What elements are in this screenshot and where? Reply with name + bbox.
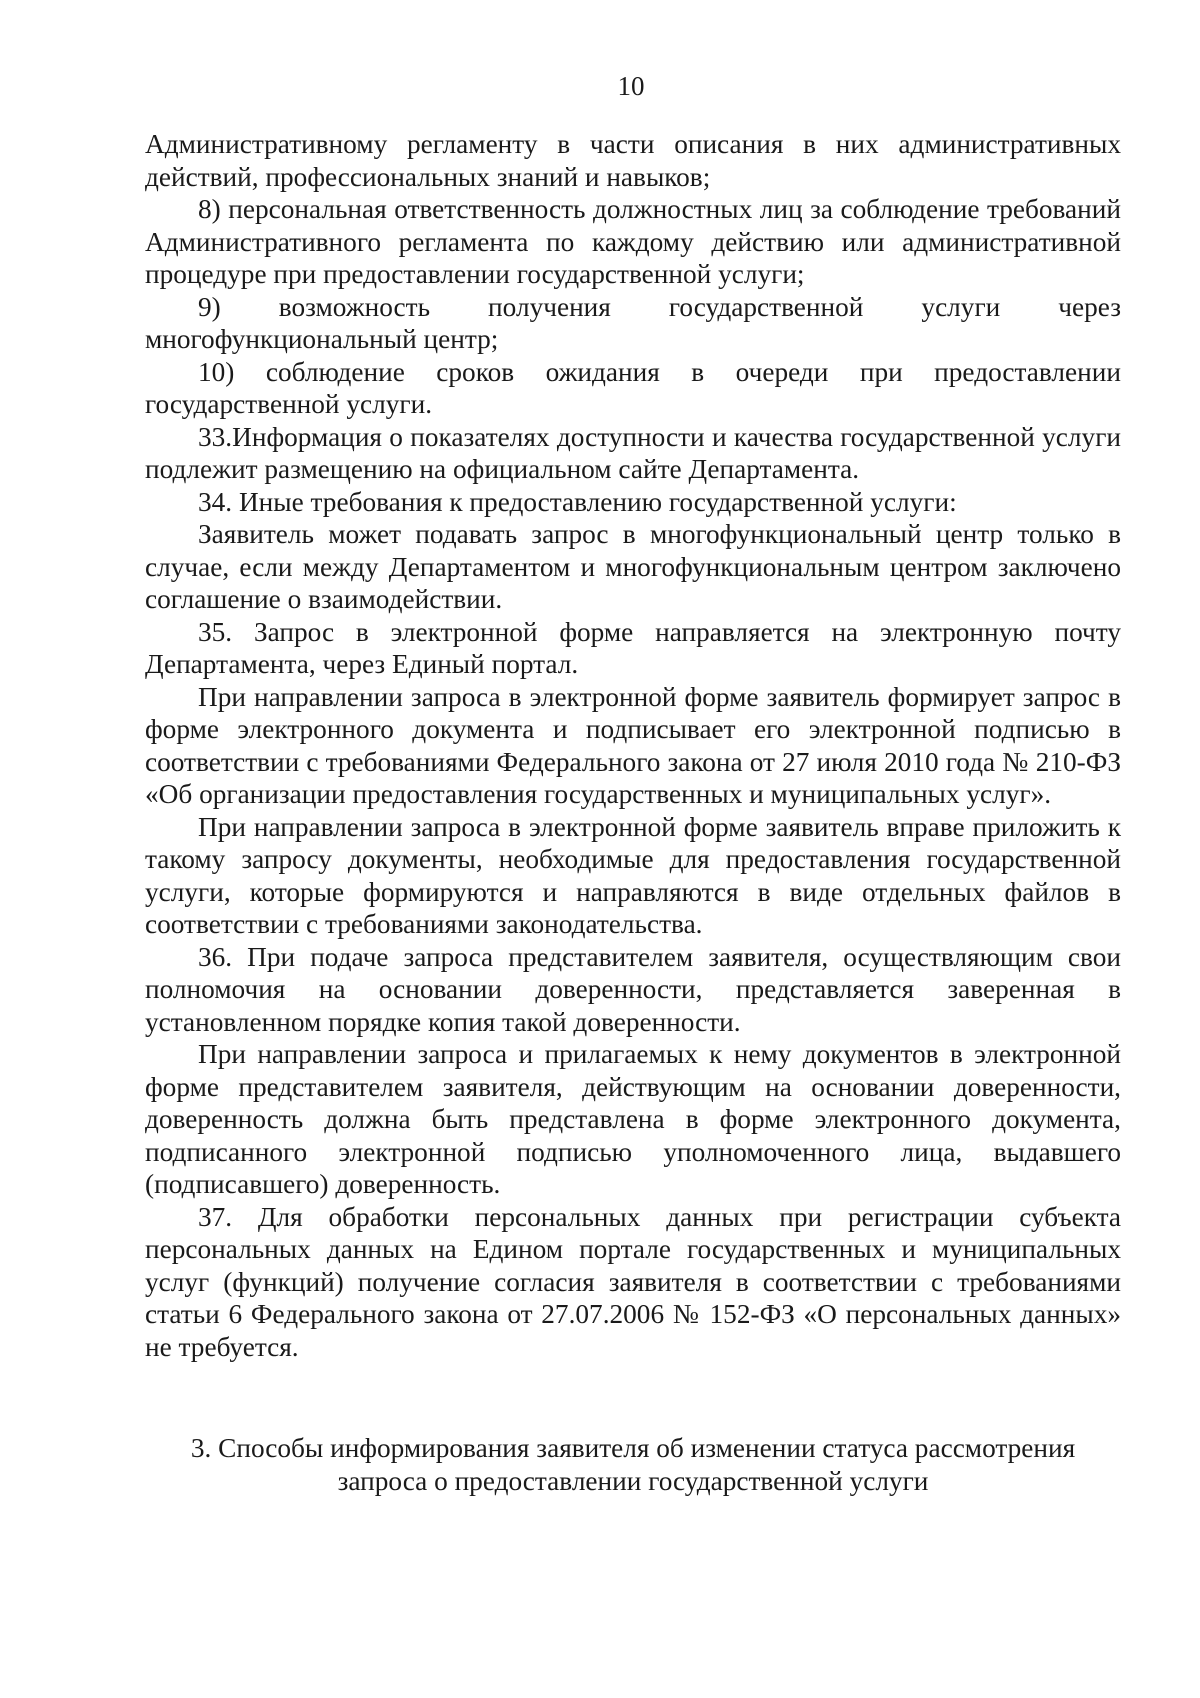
paragraph: 34. Иные требования к предоставлению государственной услуги: [198, 486, 957, 517]
section-heading-line: 3. Способы информирования заявителя об изменении статуса рассмотрения [190, 1433, 1076, 1463]
paragraph: При направлении запроса в электронной форме заявитель формирует запрос в форме электронного документа и подписывает его электронной подписью в соответствии с требованиями Федерального закона от 27 июля 2010 года № 210-ФЗ «Об организации предоставления государственных и муниципальных услуг». [145, 681, 1121, 809]
section-heading [145, 1432, 1121, 1498]
paragraph: 37. Для обработки персональных данных при регистрации субъекта персональных данных на Едином портале государственных и муниципальных услуг (функций) получение согласия заявителя в соответствии с требованиями статьи 6 Федерального закона от 27.07.2006 № 152-ФЗ «О персональных данных» не требуется. [145, 1201, 1121, 1362]
paragraph: 33.Информация о показателях доступности и качества государственной услуги подлежит размещению на официальном сайте Департамента. [145, 421, 1121, 484]
paragraph: 8) персональная ответственность должностных лиц за соблюдение требований Административного регламента по каждому действию или административной процедуре при предоставлении государственной услуги; [145, 194, 1121, 289]
paragraph: 36. При подаче запроса представителем заявителя, осуществляющим свои полномочия на основании доверенности, представляется заверенная в установленном порядке копия такой доверенности. [145, 941, 1121, 1037]
paragraph: При направлении запроса и прилагаемых к нему документов в электронной форме представителем заявителя, действующим на основании доверенности, доверенность должна быть представлена в форме электронного документа, подписанного электронной подписью уполномоченного лица, выдавшего (подписавшего) доверенность. [145, 1039, 1121, 1199]
paragraph: При направлении запроса в электронной форме заявитель вправе приложить к такому запросу документы, необходимые для предоставления государственной услуги, которые формируются и направляются в виде отдельных файлов в соответствии с требованиями законодательства. [145, 811, 1121, 939]
body-text [145, 128, 1121, 1363]
paragraph: Административному регламенту в части описания в них административных действий, профессиональных знаний и навыков; [145, 129, 1121, 192]
page-number: 10 [617, 71, 645, 101]
paragraph: 35. Запрос в электронной форме направляется на электронную почту Департамента, через Единый портал. [145, 616, 1121, 679]
paragraph: 10) соблюдение сроков ожидания в очереди при предоставлении государственной услуги. [145, 356, 1121, 419]
section-heading-line: запроса о предоставлении государственной услуги [337, 1466, 929, 1496]
paragraph: 9) возможность получения государственной услуги через многофункциональный центр; [145, 291, 1121, 354]
paragraph: Заявитель может подавать запрос в многофункциональный центр только в случае, если между Департаментом и многофункциональным центром заключено соглашение о взаимодействии. [145, 519, 1121, 614]
